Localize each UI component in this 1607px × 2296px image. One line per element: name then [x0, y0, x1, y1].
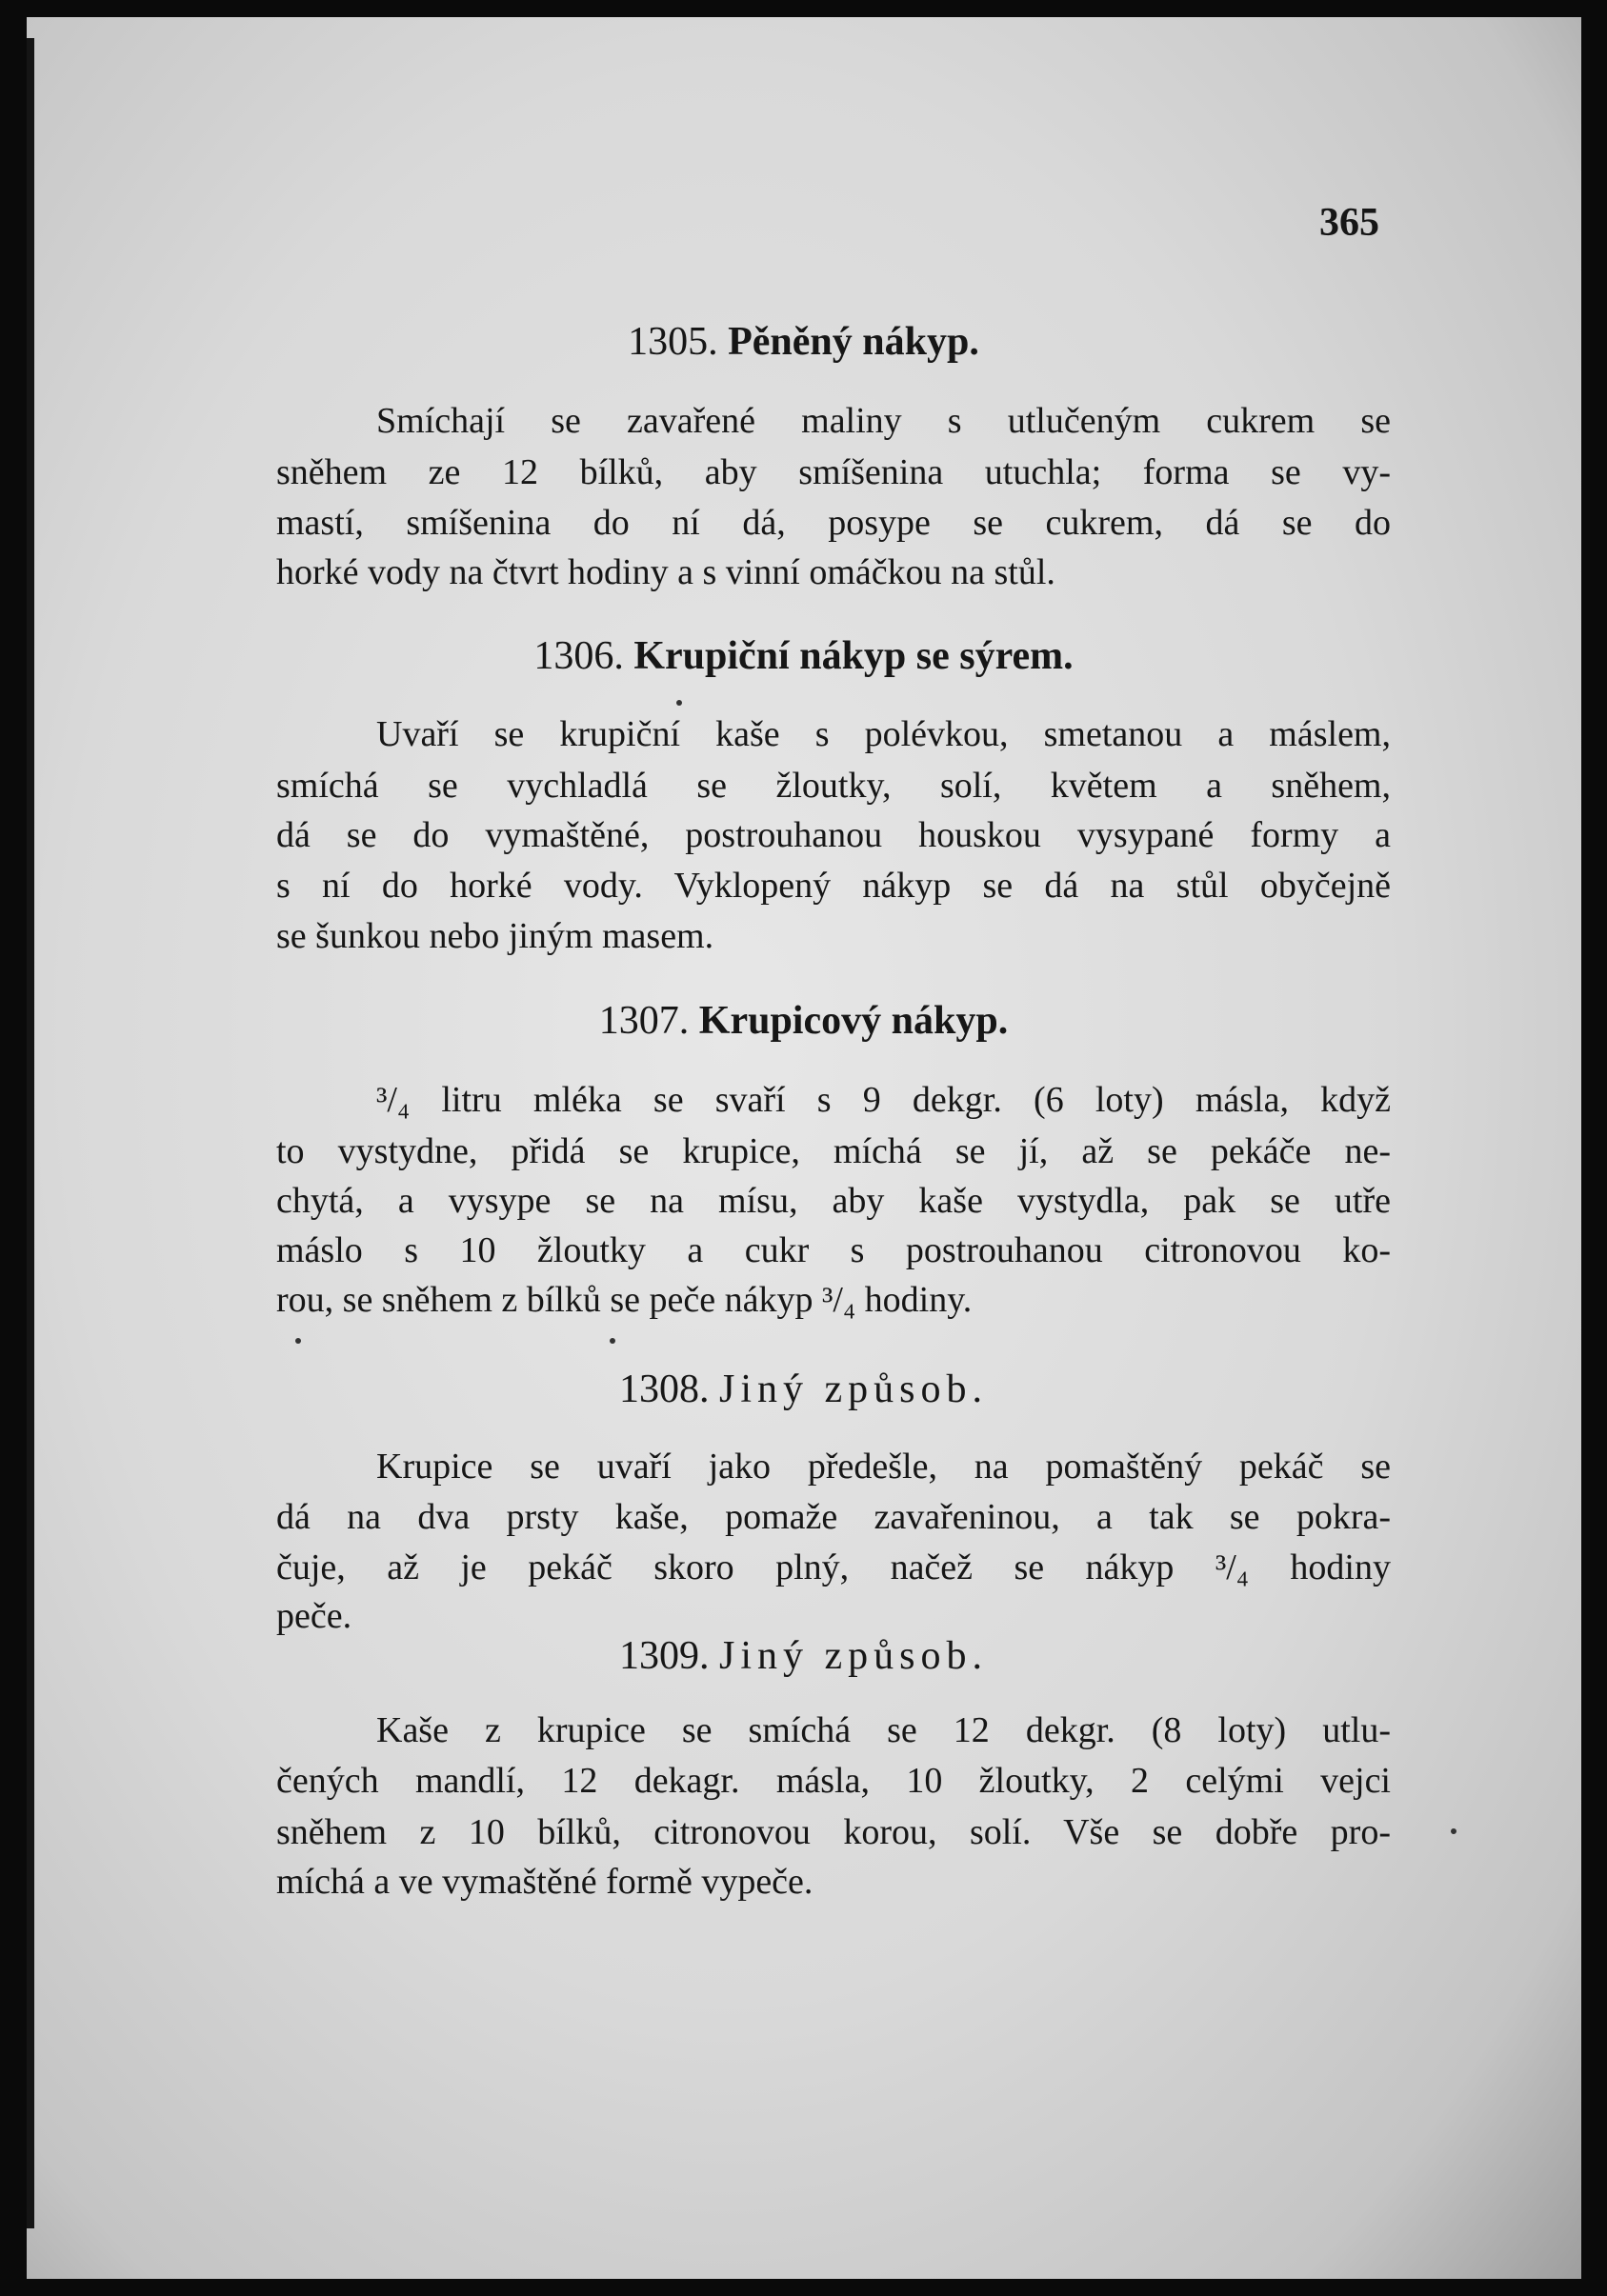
recipe-title: Pěněný nákyp. — [728, 320, 979, 364]
recipe-line: chytá, a vysype se na mísu, aby kaše vystydla, pak se utře — [276, 1181, 1391, 1221]
recipe-title: Jiný způsob. — [719, 1634, 988, 1678]
recipe-line: mastí, smíšenina do ní dá, posype se cukrem, dá se do — [276, 503, 1391, 543]
recipe-line: s ní do horké vody. Vyklopený nákyp se dá na stůl obyčejně — [276, 866, 1391, 906]
recipe-line: sněhem z 10 bílků, citronovou korou, solí. Vše se dobře pro- — [276, 1812, 1391, 1852]
recipe-line: Uvaří se krupiční kaše s polévkou, smetanou a máslem, — [376, 714, 1391, 754]
recipe-line: ³/₄ litru mléka se svaří s 9 dekgr. (6 loty) másla, když — [376, 1080, 1391, 1120]
recipe-line: smíchá se vychladlá se žloutky, solí, květem a sněhem, — [276, 766, 1391, 806]
recipe-title: Jiný způsob. — [719, 1368, 988, 1411]
recipe-line: peče. — [276, 1596, 352, 1636]
page-number: 365 — [1319, 201, 1379, 245]
recipe-line: dá na dva prsty kaše, pomaže zavařeninou, a tak se pokra- — [276, 1497, 1391, 1537]
recipe-heading — [0, 1633, 1607, 1679]
recipe-number: 1305. — [628, 320, 718, 364]
recipe-number: 1306. — [533, 634, 624, 678]
recipe-line: to vystydne, přidá se krupice, míchá se jí, až se pekáče ne- — [276, 1131, 1391, 1171]
recipe-title: Krupiční nákyp se sýrem. — [633, 634, 1074, 678]
recipe-number: 1309. — [619, 1634, 710, 1678]
recipe-line: čuje, až je pekáč skoro plný, načež se nákyp ³/₄ hodiny — [276, 1547, 1391, 1587]
recipe-line: Krupice se uvaří jako předešle, na pomaštěný pekáč se — [376, 1447, 1391, 1487]
recipe-line: sněhem ze 12 bílků, aby smíšenina utuchla; forma se vy- — [276, 452, 1391, 492]
recipe-number: 1308. — [619, 1368, 710, 1411]
recipe-title: Krupicový nákyp. — [698, 999, 1009, 1043]
recipe-line: čených mandlí, 12 dekagr. másla, 10 žloutky, 2 celými vejci — [276, 1761, 1391, 1801]
recipe-number: 1307. — [598, 999, 690, 1043]
recipe-line: míchá a ve vymaštěné formě vypeče. — [276, 1862, 814, 1902]
recipe-heading — [0, 998, 1607, 1044]
recipe-line: horké vody na čtvrt hodiny a s vinní omáčkou na stůl. — [276, 552, 1055, 592]
recipe-line: rou, se sněhem z bílků se peče nákyp ³/₄ hodiny. — [276, 1280, 973, 1320]
recipe-line: se šunkou nebo jiným masem. — [276, 916, 714, 956]
recipe-heading — [0, 319, 1607, 365]
recipe-line: Smíchají se zavařené maliny s utlučeným cukrem se — [376, 401, 1391, 441]
recipe-line: Kaše z krupice se smíchá se 12 dekgr. (8 loty) utlu- — [376, 1710, 1391, 1750]
recipe-line: máslo s 10 žloutky a cukr s postrouhanou citronovou ko- — [276, 1230, 1391, 1270]
recipe-heading — [0, 633, 1607, 679]
recipe-line: dá se do vymaštěné, postrouhanou houskou vysypané formy a — [276, 815, 1391, 855]
recipe-heading — [0, 1367, 1607, 1412]
